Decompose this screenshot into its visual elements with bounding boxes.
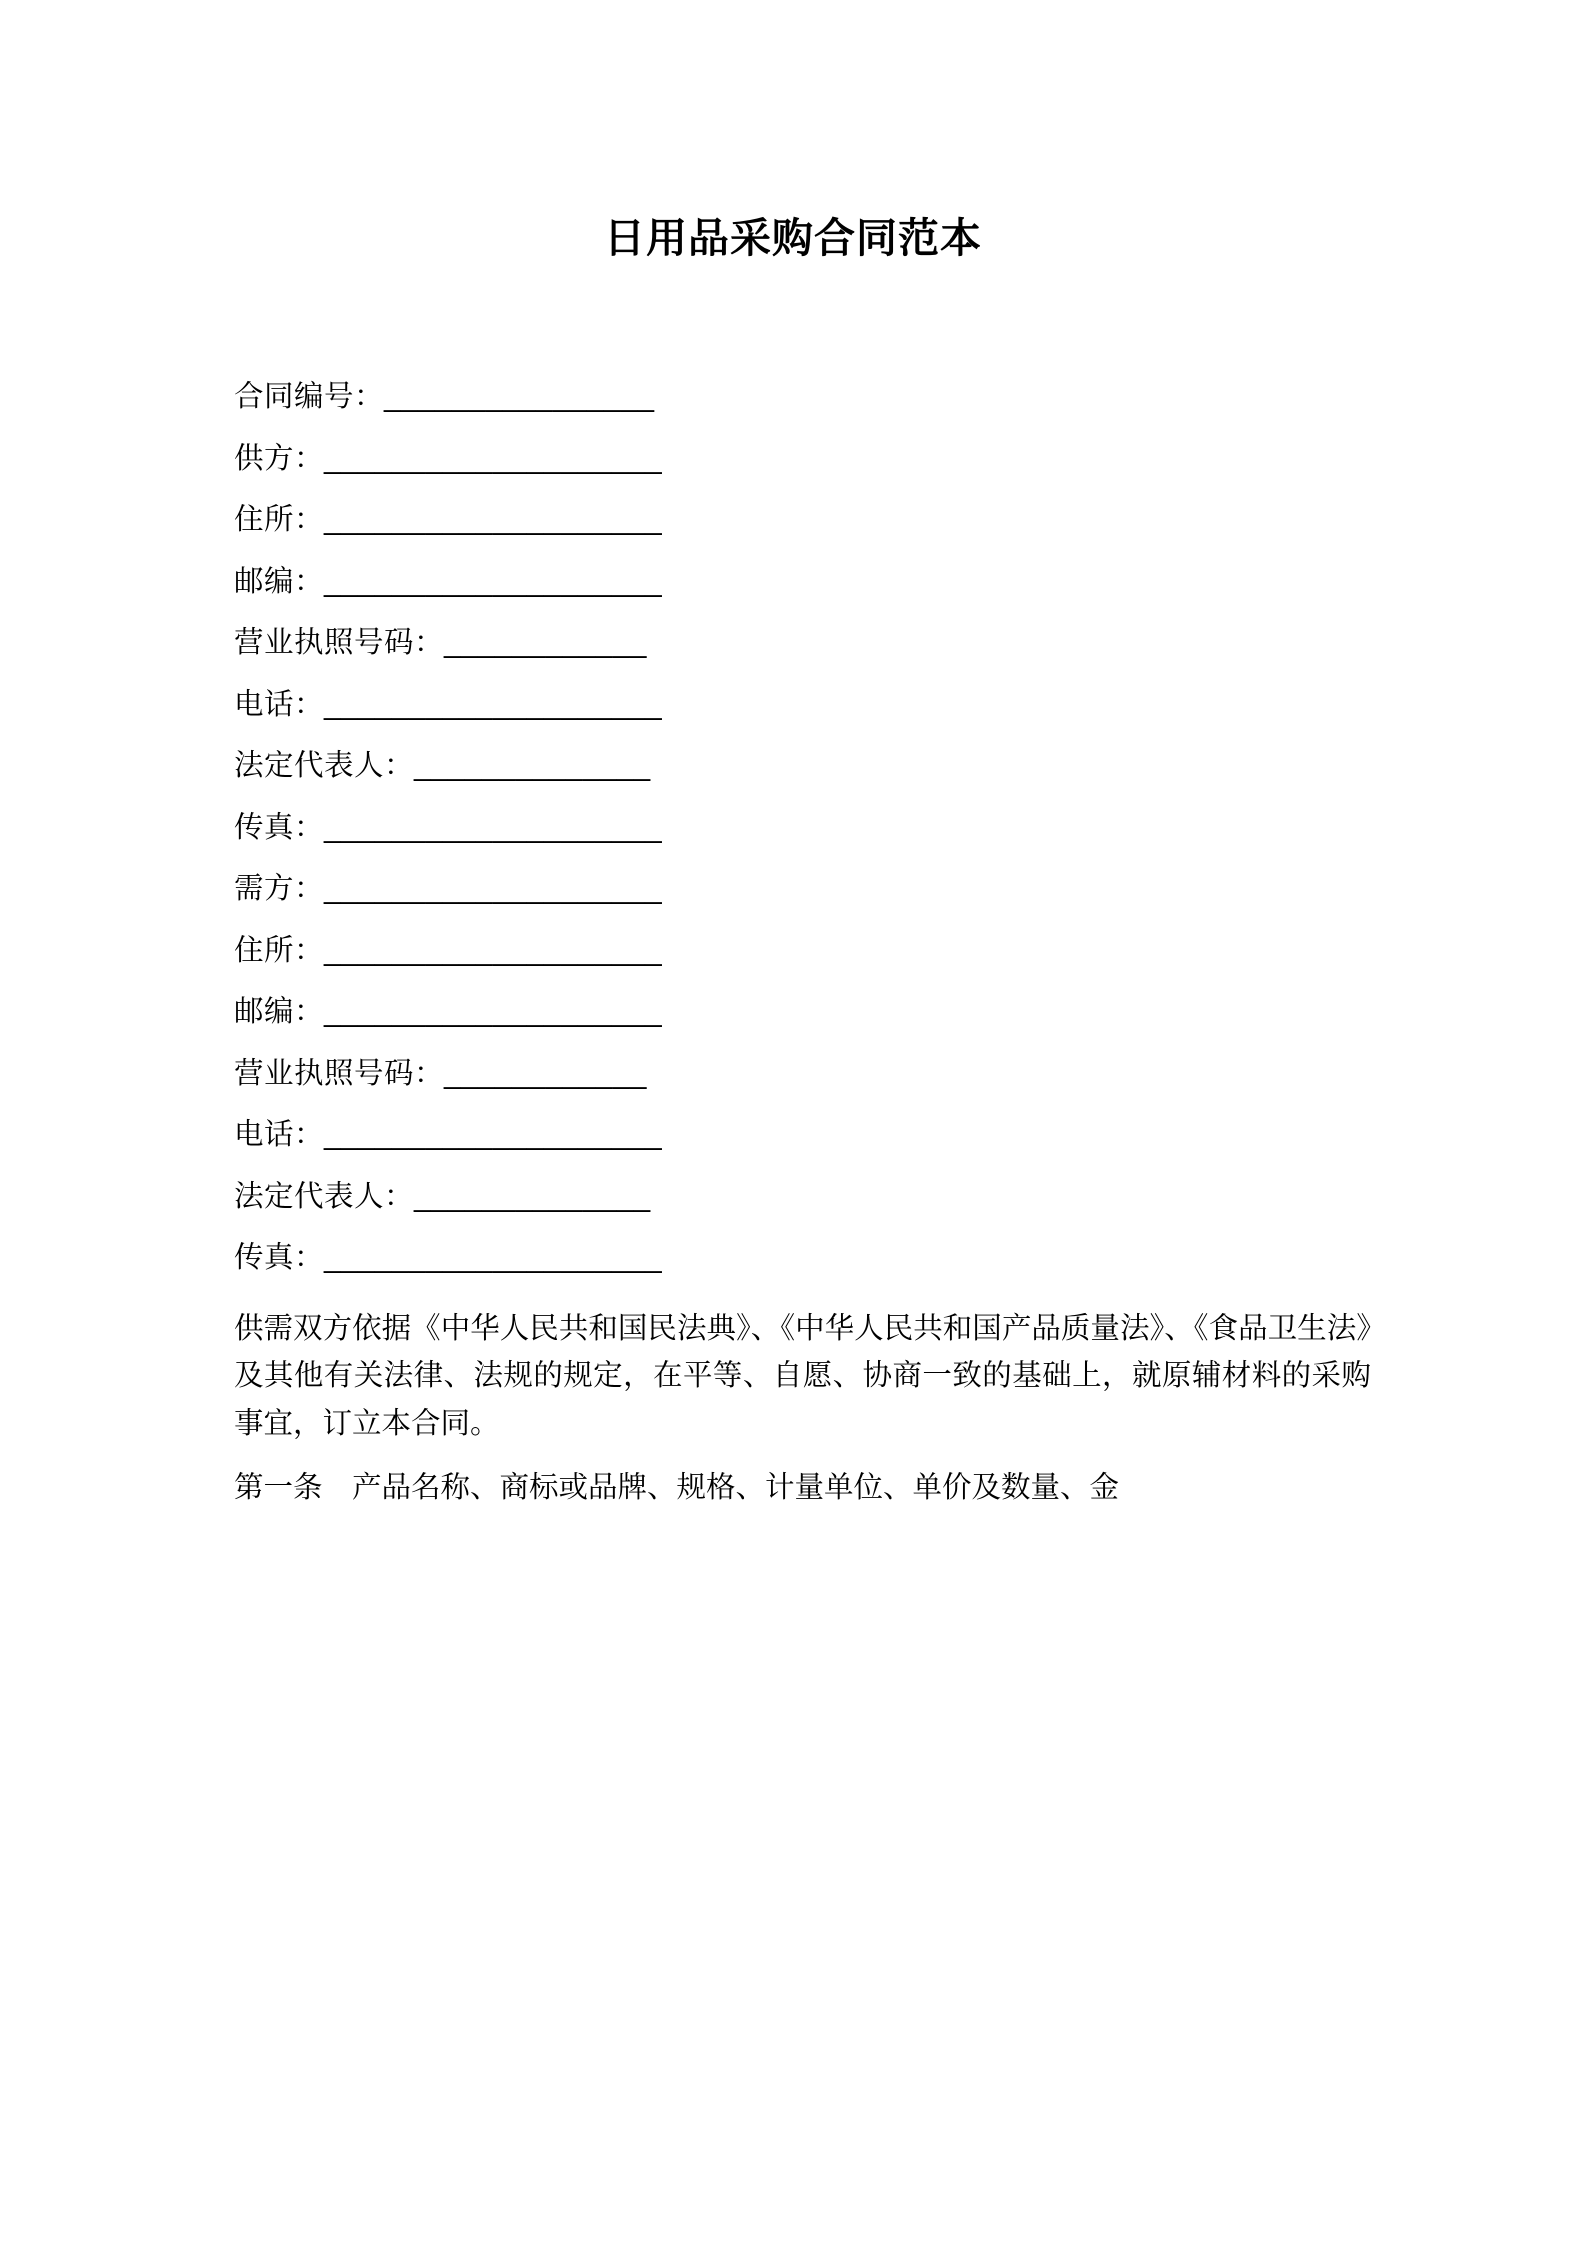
field-buyer-address: 住所：____________________ <box>234 933 663 967</box>
field-supplier-fax: 传真：____________________ <box>234 810 663 844</box>
field-supplier-postcode: 邮编：____________________ <box>234 564 663 598</box>
document-body <box>0 382 1586 1512</box>
page-title: 日用品采购合同范本 <box>604 215 982 261</box>
field-buyer-license: 营业执照号码：____________ <box>234 1056 647 1090</box>
field-supplier-license: 营业执照号码：____________ <box>234 626 647 659</box>
field-buyer-fax: 传真：____________________ <box>234 1241 663 1274</box>
field-supplier: 供方：____________________ <box>234 441 663 475</box>
field-buyer: 需方：____________________ <box>234 872 663 905</box>
clause-one-paragraph: 第一条 产品名称、商标或品牌、规格、计量单位、单价及数量、金 <box>234 1470 1120 1504</box>
field-contract-number: 合同编号：________________ <box>234 380 655 413</box>
field-buyer-phone: 电话：____________________ <box>234 1118 663 1151</box>
field-buyer-postcode: 邮编：____________________ <box>234 995 663 1028</box>
field-supplier-address: 住所：____________________ <box>234 503 663 536</box>
field-buyer-legal-rep: 法定代表人：______________ <box>234 1179 651 1213</box>
field-supplier-phone: 电话：____________________ <box>234 687 663 721</box>
preamble-paragraph: 供需双方依据《中华人民共和国民法典》、《中华人民共和国产品质量法》、《食品卫生法》及其他有关法律、法规的规定，在平等、自愿、协商一致的基础上，就原辅材料的采购事宜，订立本合同。 <box>234 1311 1371 1441</box>
field-supplier-legal-rep: 法定代表人：______________ <box>234 749 651 782</box>
